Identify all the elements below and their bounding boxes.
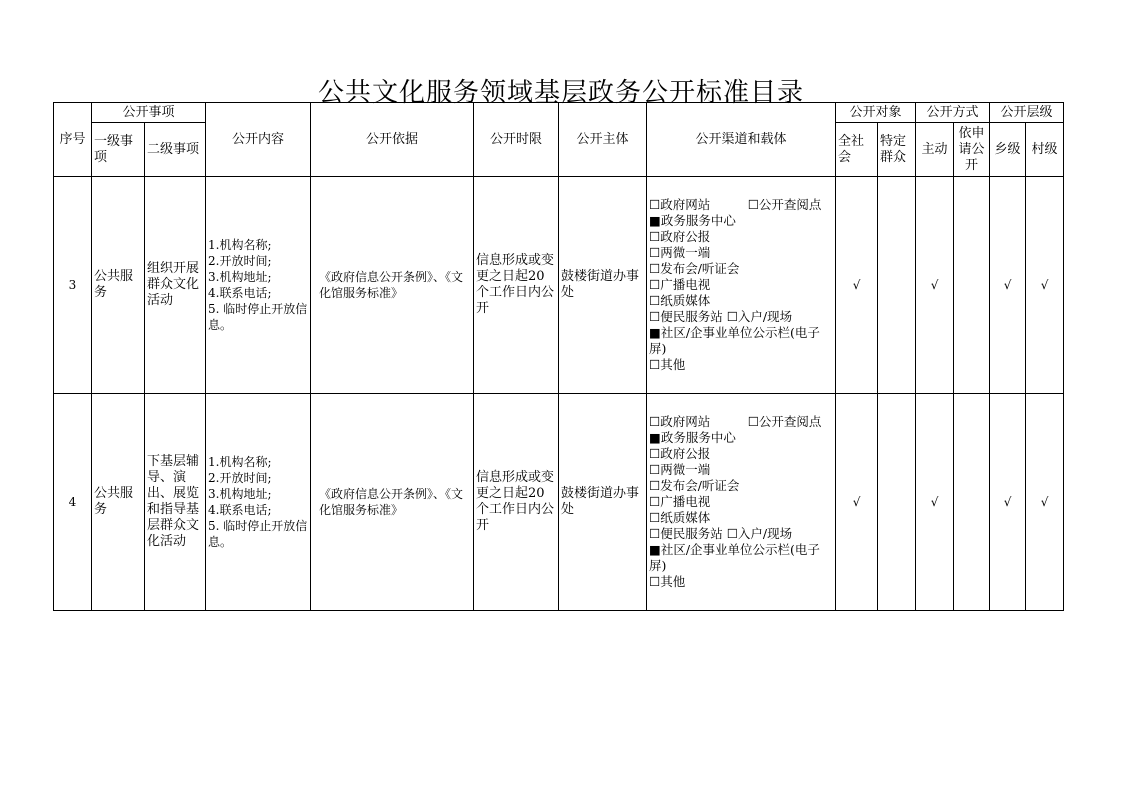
cell-basis: 《政府信息公开条例》、《文化馆服务标准》 bbox=[311, 177, 474, 394]
cell-subject: 鼓楼街道办事处 bbox=[559, 177, 647, 394]
header-subject: 公开主体 bbox=[559, 103, 647, 177]
header-channels: 公开渠道和载体 bbox=[647, 103, 836, 177]
cell-level1: 公共服务 bbox=[92, 394, 145, 611]
cell-basis: 《政府信息公开条例》、《文化馆服务标准》 bbox=[311, 394, 474, 611]
cell-content: 1.机构名称; 2.开放时间; 3.机构地址; 4.联系电话; 5. 临时停止开放信息。 bbox=[206, 394, 311, 611]
cell-level-township: √ bbox=[990, 394, 1026, 611]
header-seq: 序号 bbox=[54, 103, 92, 177]
cell-method-apply bbox=[954, 394, 990, 611]
header-content: 公开内容 bbox=[206, 103, 311, 177]
cell-channels: ☐政府网站 ☐公开查阅点 ■政务服务中心 ☐政府公报 ☐两微一端 ☐发布会/听证会 ☐广播电视 ☐纸质媒体 ☐便民服务站 ☐入户/现场 ■社区/企事业单位公示栏(电子屏) ☐其他 bbox=[647, 394, 836, 611]
cell-channels: ☐政府网站 ☐公开查阅点 ■政务服务中心 ☐政府公报 ☐两微一端 ☐发布会/听证会 ☐广播电视 ☐纸质媒体 ☐便民服务站 ☐入户/现场 ■社区/企事业单位公示栏(电子屏) ☐其他 bbox=[647, 177, 836, 394]
header-time-limit: 公开时限 bbox=[474, 103, 559, 177]
cell-level2: 组织开展群众文化活动 bbox=[145, 177, 206, 394]
header-target-specific: 特定群众 bbox=[878, 123, 916, 177]
cell-method-active: √ bbox=[916, 177, 954, 394]
header-target-all: 全社会 bbox=[836, 123, 878, 177]
header-matter-group: 公开事项 bbox=[92, 103, 206, 123]
table-row bbox=[54, 177, 1064, 394]
header-level2: 二级事项 bbox=[145, 123, 206, 177]
cell-time-limit: 信息形成或变更之日起20个工作日内公开 bbox=[474, 177, 559, 394]
header-row-1 bbox=[54, 103, 1064, 123]
cell-content: 1.机构名称; 2.开放时间; 3.机构地址; 4.联系电话; 5. 临时停止开放信息。 bbox=[206, 177, 311, 394]
header-method-group: 公开方式 bbox=[916, 103, 990, 123]
cell-seq: 3 bbox=[54, 177, 92, 394]
disclosure-catalog-table bbox=[53, 102, 1064, 611]
header-method-apply: 依申请公开 bbox=[954, 123, 990, 177]
cell-level-township: √ bbox=[990, 177, 1026, 394]
cell-target-specific bbox=[878, 177, 916, 394]
table-row bbox=[54, 394, 1064, 611]
cell-seq: 4 bbox=[54, 394, 92, 611]
cell-method-active: √ bbox=[916, 394, 954, 611]
cell-subject: 鼓楼街道办事处 bbox=[559, 394, 647, 611]
cell-method-apply bbox=[954, 177, 990, 394]
header-basis: 公开依据 bbox=[311, 103, 474, 177]
header-level1: 一级事项 bbox=[92, 123, 145, 177]
cell-level-village: √ bbox=[1026, 394, 1064, 611]
cell-target-all: √ bbox=[836, 177, 878, 394]
header-method-active: 主动 bbox=[916, 123, 954, 177]
cell-time-limit: 信息形成或变更之日起20个工作日内公开 bbox=[474, 394, 559, 611]
cell-level1: 公共服务 bbox=[92, 177, 145, 394]
header-level-group: 公开层级 bbox=[990, 103, 1064, 123]
cell-level2: 下基层辅导、演出、展览和指导基层群众文化活动 bbox=[145, 394, 206, 611]
header-target-group: 公开对象 bbox=[836, 103, 916, 123]
cell-level-village: √ bbox=[1026, 177, 1064, 394]
cell-target-all: √ bbox=[836, 394, 878, 611]
cell-target-specific bbox=[878, 394, 916, 611]
header-level-village: 村级 bbox=[1026, 123, 1064, 177]
header-level-township: 乡级 bbox=[990, 123, 1026, 177]
page-title: 公共文化服务领域基层政务公开标准目录 bbox=[317, 78, 804, 108]
